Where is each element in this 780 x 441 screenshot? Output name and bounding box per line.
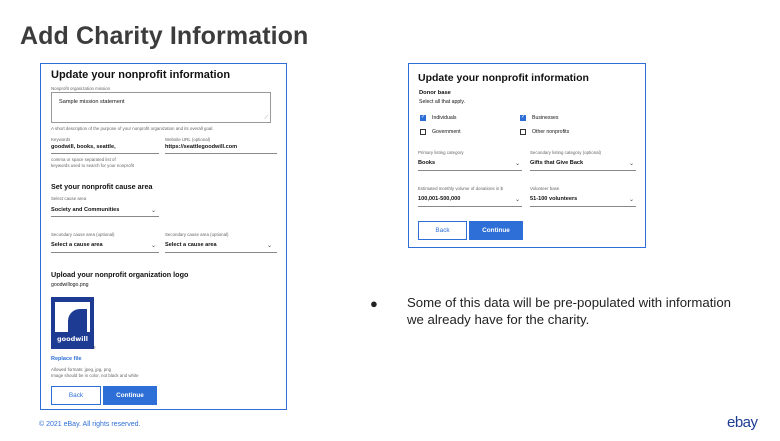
continue-button[interactable]: Continue xyxy=(469,221,523,240)
primary-category-underline xyxy=(418,170,522,171)
donor-base-title: Donor base xyxy=(419,90,451,96)
cause-area-underline xyxy=(51,216,159,217)
secondary-cause-2-select[interactable]: Select a cause area xyxy=(165,242,217,248)
form-heading: Update your nonprofit information xyxy=(418,72,589,84)
keywords-help-2: keywords used to search for your nonprofit xyxy=(51,163,134,168)
keywords-input[interactable]: goodwill, books, seattle, xyxy=(51,144,116,150)
chevron-down-icon[interactable]: ⌄ xyxy=(629,161,635,167)
nonprofit-info-form xyxy=(40,63,287,410)
logo-wordmark: goodwill xyxy=(57,335,88,343)
secondary-category-select[interactable]: Gifts that Give Back xyxy=(530,160,584,166)
chevron-down-icon[interactable]: ⌄ xyxy=(515,161,521,167)
chevron-down-icon[interactable]: ⌄ xyxy=(151,243,157,249)
secondary-cause-1-select[interactable]: Select a cause area xyxy=(51,242,103,248)
form-heading: Update your nonprofit information xyxy=(51,69,231,81)
volunteer-base-label: Volunteer base xyxy=(530,186,560,191)
option-other-nonprofits-label: Other nonprofits xyxy=(532,129,570,135)
logo-section-title: Upload your nonprofit organization logo xyxy=(51,270,189,279)
secondary-category-underline xyxy=(530,170,636,171)
primary-category-select[interactable]: Books xyxy=(418,160,436,166)
mission-help: A short description of the purpose of your nonprofit organization and its overall goal. xyxy=(51,126,214,131)
mission-value: Sample mission statement xyxy=(59,99,125,105)
website-underline xyxy=(165,153,277,154)
chevron-down-icon[interactable]: ⌄ xyxy=(151,208,157,214)
note-text: Some of this data will be pre-populated with information we already have for the charity. xyxy=(407,295,732,327)
registered-mark: ® xyxy=(93,346,96,350)
donations-volume-label: Estimated monthly volume of donations in $ xyxy=(418,186,503,191)
color-requirement: Image should be in color, not black and white xyxy=(51,373,139,378)
allowed-formats: Allowed formats: jpeg, jpg, png xyxy=(51,367,112,372)
chevron-down-icon[interactable]: ⌄ xyxy=(515,197,521,203)
website-label: Website URL (optional) xyxy=(165,137,211,142)
cause-area-label: Select cause area xyxy=(51,196,87,201)
volunteer-base-underline xyxy=(530,206,636,207)
nonprofit-info-form-step2 xyxy=(408,63,646,248)
keywords-help-1: comma or space separated list of xyxy=(51,157,116,162)
replace-file-link[interactable]: Replace file xyxy=(51,356,82,362)
copyright-footer: © 2021 eBay. All rights reserved. xyxy=(39,421,141,428)
logo-filename: goodwillogo.png xyxy=(51,282,89,288)
donations-volume-underline xyxy=(418,206,522,207)
option-individuals-label: Individuals xyxy=(432,115,457,121)
logo-g-shape xyxy=(55,302,90,332)
goodwill-logo-image xyxy=(51,297,94,349)
ebay-logo: ebay xyxy=(727,414,758,431)
resize-handle-icon[interactable]: ⟋ xyxy=(264,115,268,121)
option-businesses-label: Businesses xyxy=(532,115,559,121)
chevron-down-icon[interactable]: ⌄ xyxy=(267,243,273,249)
secondary-category-label: Secondary listing category (optional) xyxy=(530,150,602,155)
checkbox-individuals[interactable] xyxy=(420,115,426,121)
donor-base-help: Select all that apply. xyxy=(419,99,466,105)
back-button[interactable]: Back xyxy=(51,386,101,405)
checkbox-government[interactable] xyxy=(420,129,426,135)
cause-area-select[interactable]: Society and Communities xyxy=(51,207,120,213)
primary-category-label: Primary listing category xyxy=(418,150,464,155)
checkbox-other-nonprofits[interactable] xyxy=(520,129,526,135)
website-input[interactable]: https://seattlegoodwill.com xyxy=(165,144,238,150)
volunteer-base-select[interactable]: 51-100 volunteers xyxy=(530,196,578,202)
continue-button[interactable]: Continue xyxy=(103,386,157,405)
bullet-icon: ● xyxy=(370,296,378,311)
chevron-down-icon[interactable]: ⌄ xyxy=(629,197,635,203)
option-government-label: Government xyxy=(432,129,461,135)
keywords-underline xyxy=(51,153,159,154)
donations-volume-select[interactable]: 100,001-500,000 xyxy=(418,196,461,202)
slide-title: Add Charity Information xyxy=(20,22,309,50)
secondary-cause-2-underline xyxy=(165,252,277,253)
mission-label: Nonprofit organization mission xyxy=(51,86,111,91)
secondary-cause-1-underline xyxy=(51,252,159,253)
mission-textarea[interactable] xyxy=(51,92,271,123)
cause-section-title: Set your nonprofit cause area xyxy=(51,182,153,191)
secondary-cause-2-label: Secondary cause area (optional) xyxy=(165,232,229,237)
keywords-label: Keywords xyxy=(51,137,71,142)
back-button[interactable]: Back xyxy=(418,221,467,240)
checkbox-businesses[interactable] xyxy=(520,115,526,121)
secondary-cause-1-label: Secondary cause area (optional) xyxy=(51,232,115,237)
